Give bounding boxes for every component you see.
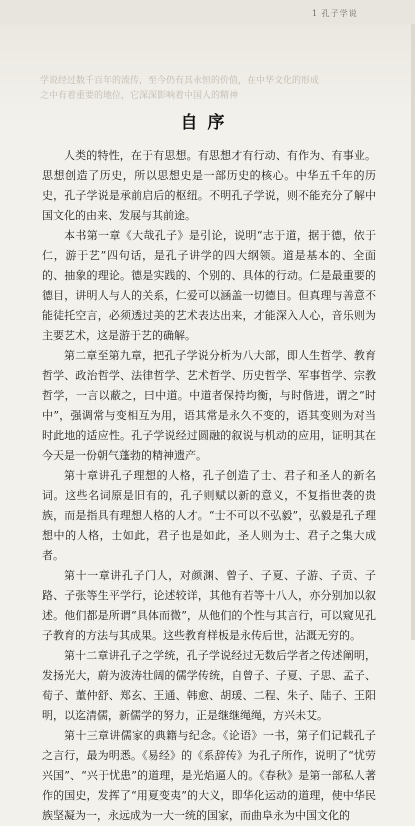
paragraph: 第二章至第九章，把孔子学说分析为八大部，即人生哲学、教育哲学、政治哲学、法律哲学、艺术哲学、历史哲学、军事哲学、宗教哲学，一言以蔽之，曰中道。中道者保持均衡，与时偕进，谓之“时中”，强调常与变相互为用，语其常是永久不变的，语其变则为对当时此地的适应性。孔子学说经过圆融的叙说与机动的应用，证明其在今天是一份朝气蓬勃的精神遗产。 xyxy=(42,349,376,462)
paragraph: 人类的特性，在于有思想。有思想才有行动、有作为、有事业。思想创造了历史，所以思想史是一部历史的核心。中华五千年的历史，孔子学说是承前启后的枢纽。不明孔子学说，则不能充分了解中国文化的由来、发展与其前途。 xyxy=(42,149,376,222)
page-top-strip xyxy=(0,0,415,25)
paragraph: 本书第一章《大哉孔子》是引论，说明“志于道，据于德，依于仁，游于艺”四句话，是孔子讲学的四大纲领。道是基本的、全面的、抽象的理论。德是实践的、个别的、具体的行动。仁是最重要的德目，讲明人与人的关系，仁爱可以涵盖一切德目。但真理与善意不能徒托空言，必须透过美的艺术表达出来，才能深入人心，音乐则为主要艺术，这是游于艺的确解。 xyxy=(42,229,376,342)
bleed-line: 之中有着重要的地位，它深深影响着中国人的精神 xyxy=(40,91,239,101)
paragraph: 第十三章讲儒家的典籍与纪念。《论语》一书，第子们记载孔子之言行，最为明悉。《易经》的《系辞传》为孔子所作，说明了“忧劳兴国”、“兴于忧患”的道理，是光焰逼人的。《春秋》是第一部私人著作的国史，发挥了“用夏变夷”的大义，即华化运动的道理，使中华民族坚凝为一，永远成为一大一统的国家，而曲阜永为中国文化的 xyxy=(42,729,376,822)
page-title: 自序 xyxy=(180,113,235,133)
bleed-line: 学说经过数千百年的流传，至今仍有其永恒的价值，在中华文化的形成 xyxy=(40,76,320,86)
paragraph: 第十章讲孔子理想的人格，孔子创造了士、君子和圣人的新名词。这些名词原是旧有的，孔子则赋以新的意义，不复指世袭的贵族，而是指具有理想人格的人才。“士不可以不弘毅”，弘毅是孔子理想中的人格，士如此，君子也是如此，圣人则为士、君子之集大成者。 xyxy=(42,469,376,562)
running-head: 1 孔子学说 xyxy=(312,9,358,18)
paragraph: 第十一章讲孔子门人，对颜渊、曾子、子夏、子游、子贡、子路、子张等生平学行，论述较详，其他有若等十八人，亦分别加以叙述。他们都是所谓“具体而微”，从他们的个性与其言行，可以窥见孔子教育的方法与其成果。这些教育样板是永传后世，沾溉无穷的。 xyxy=(42,569,376,642)
paragraph: 第十二章讲孔子之学统，孔子学说经过无数后学者之传述阐明，发扬光大，蔚为波涛壮阔的儒学传统，自曾子、子夏、子思、孟子、荀子、董仲舒、郑玄、王通、韩愈、胡瑗、二程、朱子、陆子、王阳明，以迄清儒，新儒学的努力，正是继继绳绳，方兴未艾。 xyxy=(42,649,376,722)
page-edge xyxy=(411,24,415,640)
preface-body xyxy=(42,146,376,826)
